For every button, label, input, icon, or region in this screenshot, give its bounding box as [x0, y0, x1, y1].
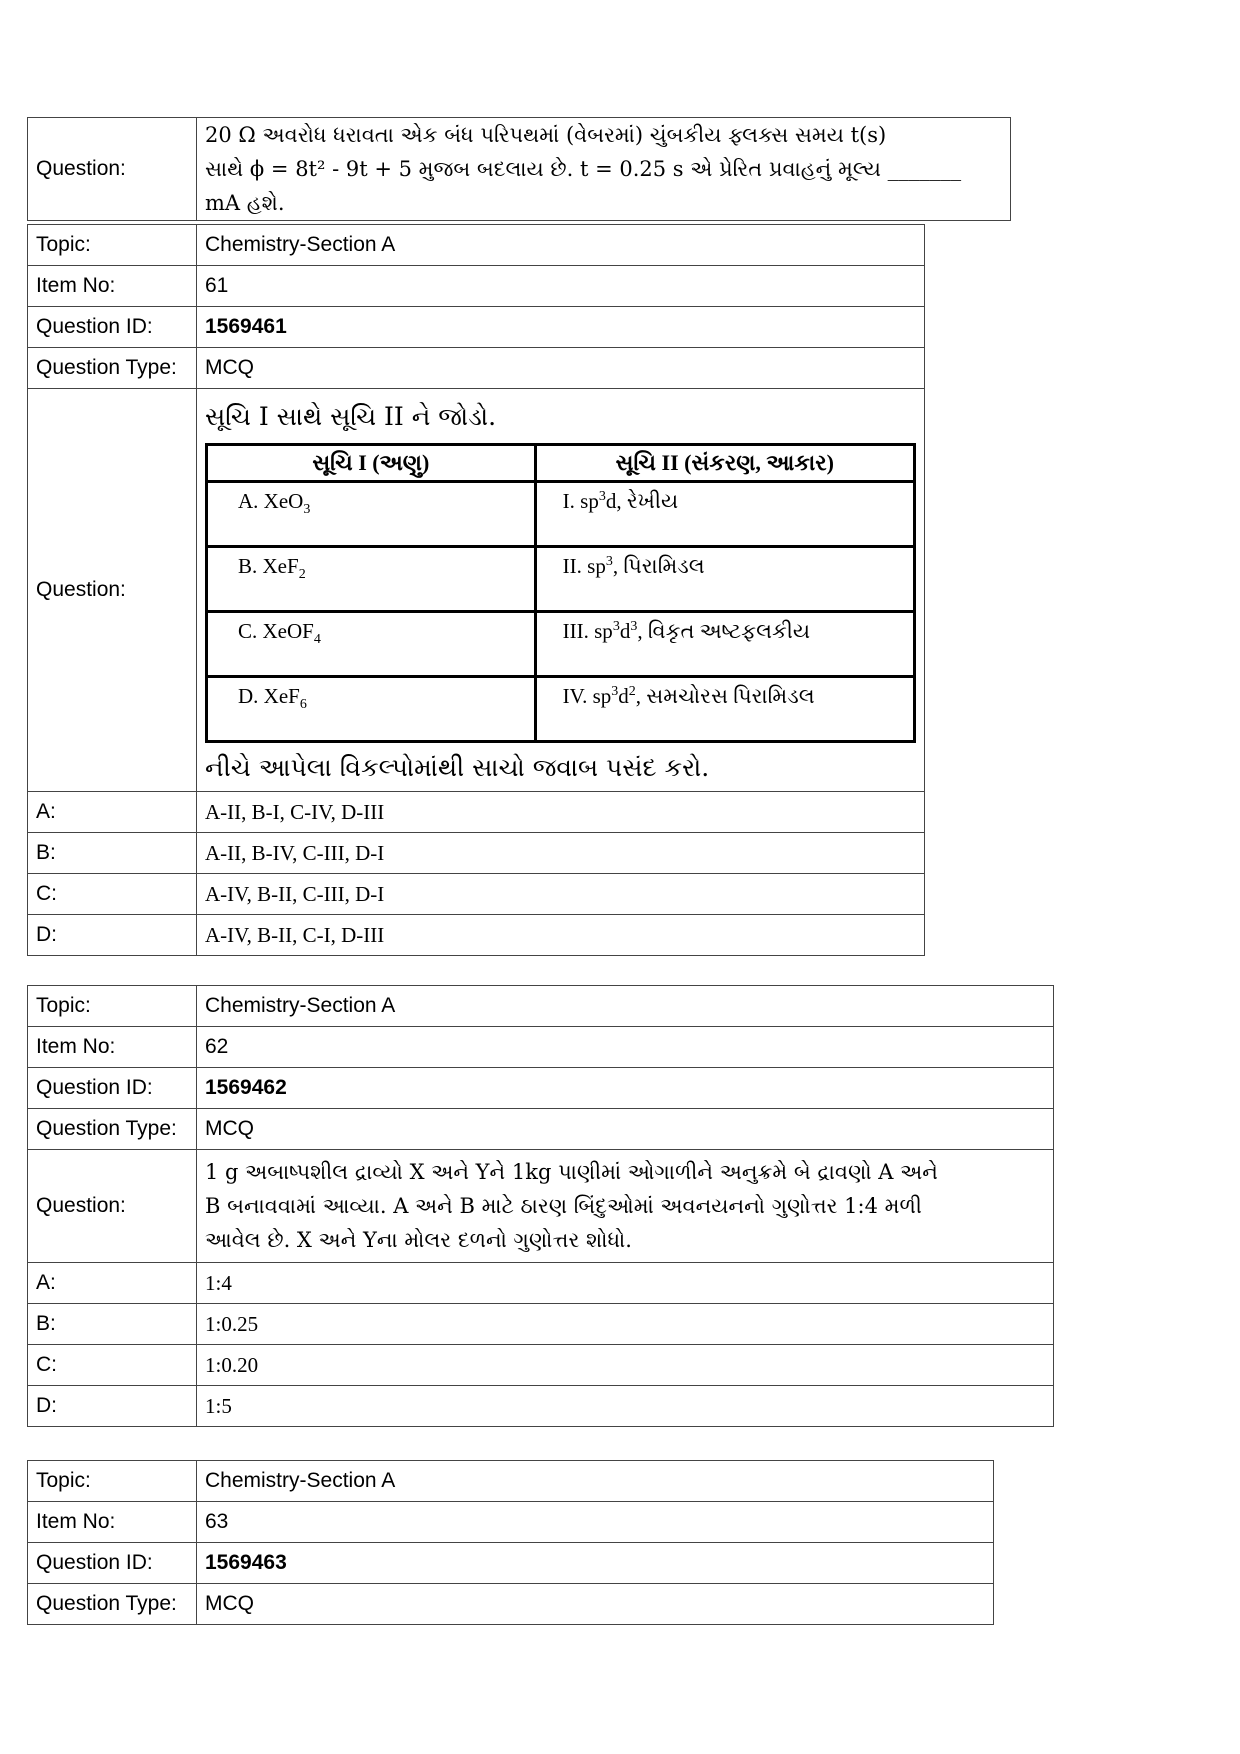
question-type-label: Question Type:: [28, 348, 197, 389]
question-label: Question:: [28, 1150, 197, 1263]
option-label: C:: [28, 1345, 197, 1386]
question-block-63: [27, 1460, 994, 1625]
option-b-text: A-II, B-IV, C-III, D-I: [197, 833, 925, 874]
item-no-label: Item No:: [28, 1027, 197, 1068]
topic-label: Topic:: [28, 1461, 197, 1502]
question-line-2: સાથે ϕ = 8t² - 9t + 5 મુજબ બદલાય છે. t = 0.25 s એ પ્રેરિત પ્રવાહનું મૂલ્ય _______ mA હશે.: [205, 157, 962, 215]
list2-item-iii: III. $sp^3d^3$, વિકૃત અષ્ટફલકીય: [535, 612, 914, 677]
item-no-value: 61: [197, 266, 925, 307]
item-no-label: Item No:: [28, 266, 197, 307]
question-id-value: 1569463: [197, 1543, 994, 1584]
list1-item-a: A. XeO$_3$: [207, 482, 536, 547]
list1-item-c: C. XeOF$_4$: [207, 612, 536, 677]
match-row: [207, 482, 915, 547]
question-line-2: B બનાવવામાં આવ્યા. A અને B માટે ઠારણ બિંદુઓમાં અવનયનનો ગુણોત્તર 1:4 મળી: [205, 1194, 922, 1218]
match-col2-header: સૂચિ II (સંકરણ, આકાર): [535, 445, 914, 482]
option-label: B:: [28, 833, 197, 874]
item-no-value: 62: [197, 1027, 1054, 1068]
option-b-text: 1:0.25: [197, 1304, 1054, 1345]
option-d-text: 1:5: [197, 1386, 1054, 1427]
list1-item-b: B. XeF$_2$: [207, 547, 536, 612]
question-type-label: Question Type:: [28, 1584, 197, 1625]
question-block-61: [27, 224, 925, 956]
option-c-text: A-IV, B-II, C-III, D-I: [197, 874, 925, 915]
topic-value: Chemistry-Section A: [197, 1461, 994, 1502]
question-id-value: 1569462: [197, 1068, 1054, 1109]
question-label: Question:: [28, 389, 197, 792]
match-intro: સૂચિ I સાથે સૂચિ II ને જોડો.: [205, 402, 497, 431]
match-row: [207, 547, 915, 612]
option-c-text: 1:0.20: [197, 1345, 1054, 1386]
topic-value: Chemistry-Section A: [197, 986, 1054, 1027]
question-line-3: આવેલ છે. X અને Yના મોલર દળનો ગુણોત્તર શોધો.: [205, 1228, 632, 1252]
list2-item-iv: IV. $sp^3d^2$, સમચોરસ પિરામિડલ: [535, 677, 914, 742]
match-row: [207, 677, 915, 742]
question-id-label: Question ID:: [28, 1543, 197, 1584]
option-a-text: 1:4: [197, 1263, 1054, 1304]
question-line-1: 1 g અબાષ્પશીલ દ્રાવ્યો X અને Yને 1kg પાણીમાં ઓગાળીને અનુક્રમે બે દ્રાવણો A અને: [205, 1160, 938, 1184]
question-id-label: Question ID:: [28, 1068, 197, 1109]
option-label: D:: [28, 1386, 197, 1427]
option-label: B:: [28, 1304, 197, 1345]
question-block-62: [27, 985, 1054, 1427]
match-col1-header: સૂચિ I (અણુ): [207, 445, 536, 482]
match-table: [205, 443, 916, 743]
list2-item-ii: II. $sp^3$, પિરામિડલ: [535, 547, 914, 612]
item-no-label: Item No:: [28, 1502, 197, 1543]
question-text: [197, 118, 1011, 221]
option-label: D:: [28, 915, 197, 956]
question-content: [197, 389, 925, 792]
option-d-text: A-IV, B-II, C-I, D-III: [197, 915, 925, 956]
option-a-text: A-II, B-I, C-IV, D-III: [197, 792, 925, 833]
question-block-60: [27, 117, 1011, 221]
topic-label: Topic:: [28, 225, 197, 266]
match-outro: નીચે આપેલા વિકલ્પોમાંથી સાચો જવાબ પસંદ કરો.: [205, 753, 710, 782]
list1-item-d: D. XeF$_6$: [207, 677, 536, 742]
option-label: C:: [28, 874, 197, 915]
topic-label: Topic:: [28, 986, 197, 1027]
question-line-1: 20 Ω અવરોધ ધરાવતા એક બંધ પરિપથમાં (વેબરમાં) ચુંબકીય ફ્લક્સ સમય t(s): [205, 123, 887, 147]
question-id-value: 1569461: [197, 307, 925, 348]
question-type-value: MCQ: [197, 1109, 1054, 1150]
list2-item-i: I. $sp^3d$, રેખીય: [535, 482, 914, 547]
question-type-value: MCQ: [197, 348, 925, 389]
question-id-label: Question ID:: [28, 307, 197, 348]
question-text: [197, 1150, 1054, 1263]
match-row: [207, 612, 915, 677]
option-label: A:: [28, 792, 197, 833]
topic-value: Chemistry-Section A: [197, 225, 925, 266]
question-type-value: MCQ: [197, 1584, 994, 1625]
item-no-value: 63: [197, 1502, 994, 1543]
option-label: A:: [28, 1263, 197, 1304]
question-label: Question:: [28, 118, 197, 221]
question-type-label: Question Type:: [28, 1109, 197, 1150]
